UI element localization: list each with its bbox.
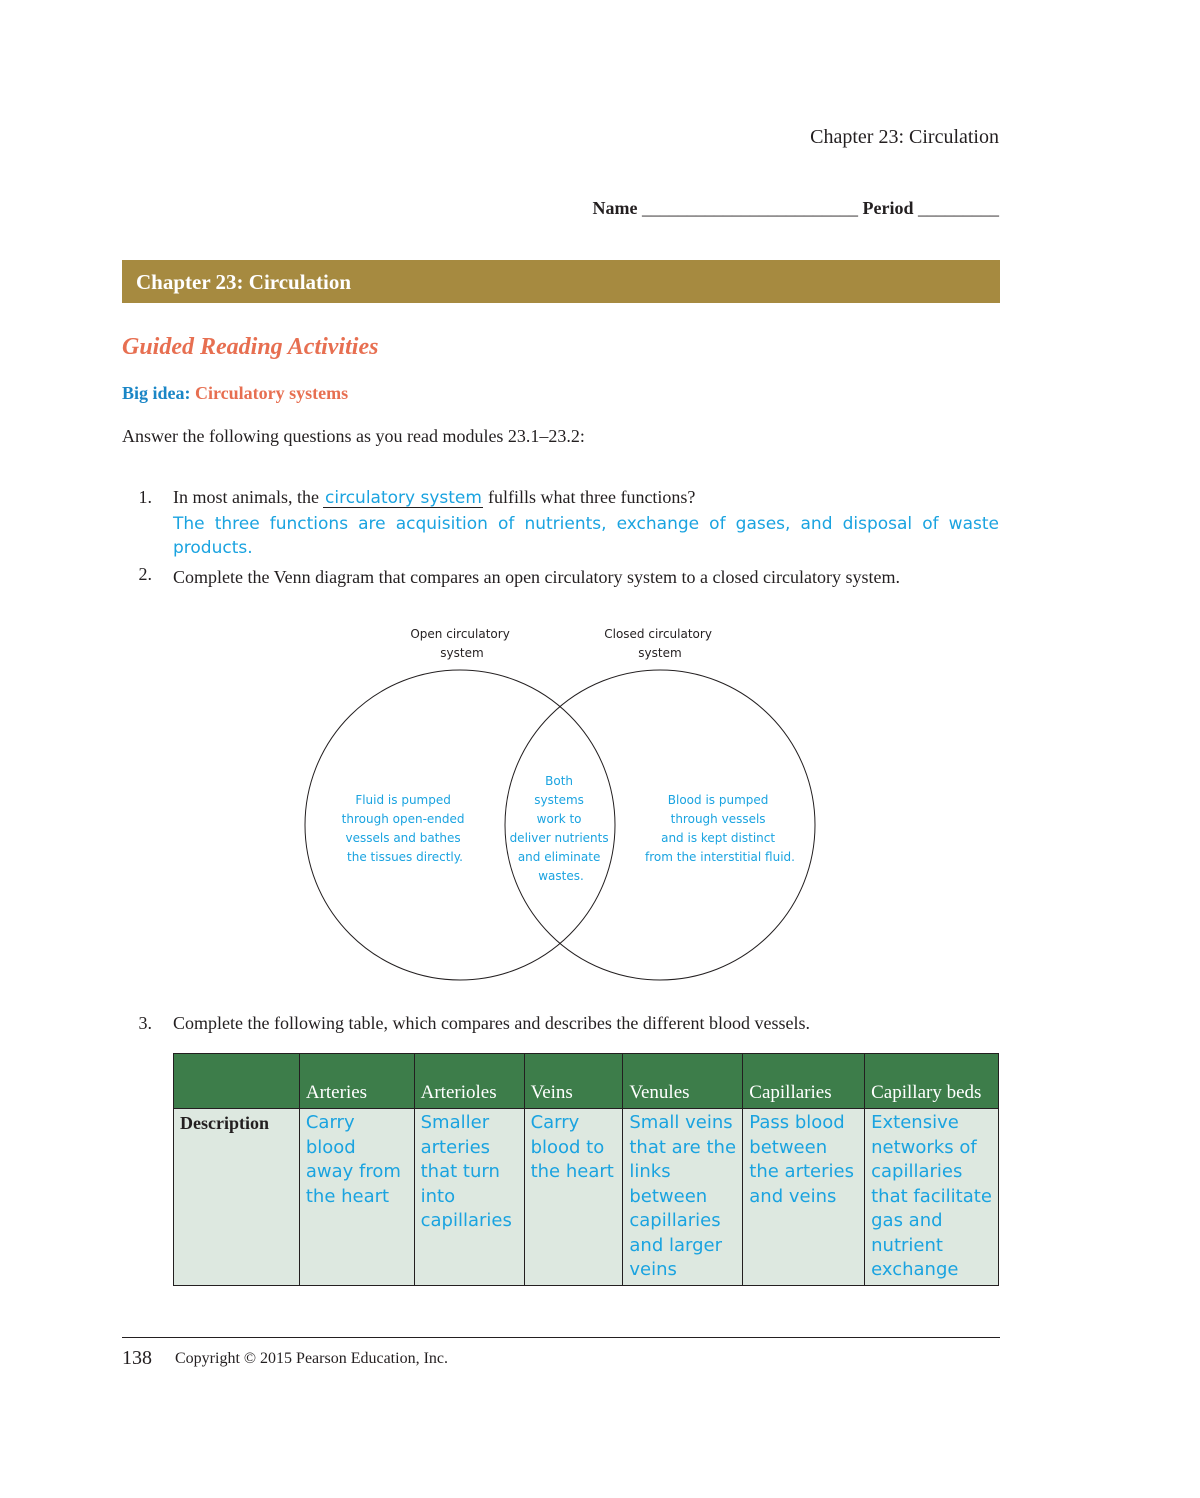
section-title: Guided Reading Activities: [122, 334, 379, 360]
question-2-number: 2.: [138, 564, 152, 584]
question-3-text: Complete the following table, which compares and describes the different blood vessels.: [173, 1013, 810, 1033]
name-period-line: [420, 198, 999, 219]
table-cell-answer: Carry blood away from the heart: [299, 1109, 414, 1286]
name-blank: ________________________: [642, 198, 858, 218]
period-blank: _________: [918, 198, 999, 218]
table-header-cell: Veins: [524, 1054, 623, 1109]
big-idea-label: Big idea:: [122, 383, 191, 403]
venn-right-answer: Blood is pumped through vessels and is kept distinct from the interstitial fluid.: [645, 793, 795, 864]
venn-diagram: [300, 620, 830, 1000]
table-row-label: Description: [174, 1109, 300, 1286]
venn-right-label: Closed circulatory system: [604, 627, 712, 660]
blood-vessel-table: [173, 1053, 999, 1286]
period-label: Period: [862, 198, 914, 218]
running-header: Chapter 23: Circulation: [810, 126, 999, 148]
table-cell-answer: Extensive networks of capillaries that facilitate gas and nutrient exchange: [865, 1109, 999, 1286]
question-1-answer: The three functions are acquisition of nutrients, exchange of gases, and disposal of waste products.: [173, 514, 999, 558]
chapter-banner: [122, 260, 1000, 303]
table-cell-answer: Smaller arteries that turn into capillaries: [414, 1109, 524, 1286]
footer-divider: [122, 1337, 1000, 1338]
big-idea: [122, 383, 348, 404]
table-header-row: [174, 1054, 999, 1109]
question-1-text: [173, 487, 695, 508]
table-header-cell: Capillary beds: [865, 1054, 999, 1109]
table-cell-answer: Carry blood to the heart: [524, 1109, 623, 1286]
table-header-cell: [174, 1054, 300, 1109]
question-2-text: Complete the Venn diagram that compares an open circulatory system to a closed circulatory system.: [173, 567, 900, 587]
venn-left-answer: Fluid is pumped through open-ended vessels and bathes the tissues directly.: [341, 793, 465, 864]
table-row: [174, 1109, 999, 1286]
big-idea-value: Circulatory systems: [195, 383, 349, 403]
table-header-cell: Venules: [623, 1054, 743, 1109]
instructions: Answer the following questions as you read modules 23.1–23.2:: [122, 426, 585, 446]
page-number: 138: [122, 1347, 152, 1369]
question-1-after: fulfills what three functions?: [487, 487, 696, 507]
banner-title: Chapter 23: Circulation: [136, 270, 352, 294]
table-cell-answer: Small veins that are the links between capillaries and larger veins: [623, 1109, 743, 1286]
name-label: Name: [592, 198, 638, 218]
table-cell-answer: Pass blood between the arteries and veins: [743, 1109, 865, 1286]
venn-left-label: Open circulatory system: [410, 627, 510, 660]
table-header-cell: Capillaries: [743, 1054, 865, 1109]
question-1-fill-answer: circulatory system: [325, 488, 482, 508]
table-header-cell: Arterioles: [414, 1054, 524, 1109]
question-3-number: 3.: [138, 1013, 152, 1033]
copyright-notice: Copyright © 2015 Pearson Education, Inc.: [175, 1350, 448, 1367]
venn-center-answer: Both systems work to deliver nutrients and eliminate wastes.: [509, 774, 609, 883]
table-header-cell: Arteries: [299, 1054, 414, 1109]
question-1-number: 1.: [138, 487, 152, 507]
question-1-before: In most animals, the: [173, 487, 319, 507]
